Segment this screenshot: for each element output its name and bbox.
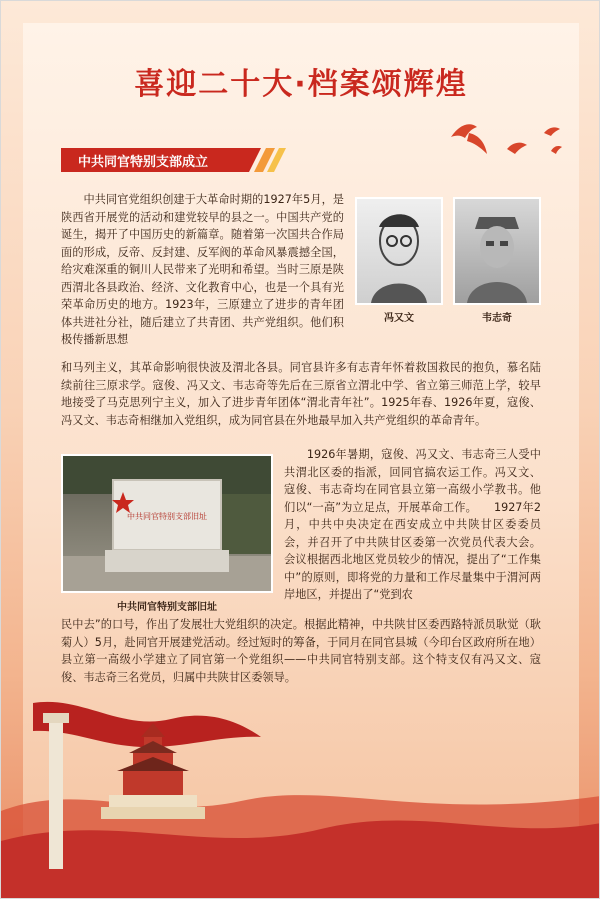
flying-doves-icon [441,109,571,179]
paragraph-4: 民中去”的口号，作出了发展壮大党组织的决定。根据此精神，中共陕甘区委西路特派员耿觉（耿菊人）5月，赴同官开展建党活动。经过短时的筹备，于同月在同官县城（今印台区政府所在地）县立第一高级小学建立了同官第一个党组织——中共同官特别支部。这个特支仅有冯又文、寇俊、韦志奇三名党员，归属中共陕甘区委领导。 [61,618,541,684]
site-photo [61,454,273,593]
monument-text: 中共同官特别支部旧址 [127,512,207,521]
paragraph-1: 中共同官党组织创建于大革命时期的1927年5月，是陕西省开展党的活动和建党较早的县之一。中国共产党的诞生，揭开了中国历史的新篇章。随着第一次国共合作局面的形成，反帝、反封建、反军阀的革命风暴震撼全国，给灾难深重的铜川人民带来了光明和希望。当时三原是陕西渭北各县政治、经济、文化教育中心，也是一个具有光荣革命历史的地方。1923年，三原建立了进步的青年团体共进社分社，随后建立了共青团、共产党组织。他们积极传播新思想 [61,193,344,346]
portrait-photo-icon [455,199,539,303]
site-caption: 中共同官特别支部旧址 [117,602,217,613]
portrait-wei-zhiqi [453,197,541,305]
portrait-sketch-icon [357,199,441,303]
temple-of-heaven-and-red-flag-icon [1,691,600,899]
monument-photo-icon [63,456,271,591]
paragraph-2: 和马列主义，其革命影响很快波及渭北各县。同官县许多有志青年怀着救国救民的抱负，慕名陆续前往三原求学。寇俊、冯又文、韦志奇等先后在三原省立渭北中学、省立第三师范上学，较早地接受了马克思列宁主义，加入了进步青年团体“渭北青年社”。1925年春、1926年夏，寇俊、冯又文、韦志奇相继加入党组织，成为同官县在外地最早加入共产党组织的革命青年。 [61,361,541,427]
portrait-1-caption: 冯又文 [384,313,414,324]
portrait-feng-youwen [355,197,443,305]
portrait-2-caption: 韦志奇 [482,313,512,324]
paragraph-3: 1926年暑期，寇俊、冯又文、韦志奇三人受中共渭北区委的指派，回同官搞农运工作。冯又文、寇俊、韦志奇均在同官县立第一高级小学教书。他们以“一高”为立足点，开展革命工作。 1927年2月，中共中央决定在西安成立中共陕甘区委委员会，并召开了中共陕甘区委第一次党员代表大会。会议根据西北地区党员较少的情况，提出了“工作集中”的原则，即将党的力量和工作尽量集中于渭河两岸地区，并提出了“党到农 [284,448,541,601]
page-title: 喜迎二十大·档案颂辉煌 [134,67,468,102]
section-title: 中共同官特别支部成立 [78,155,209,170]
